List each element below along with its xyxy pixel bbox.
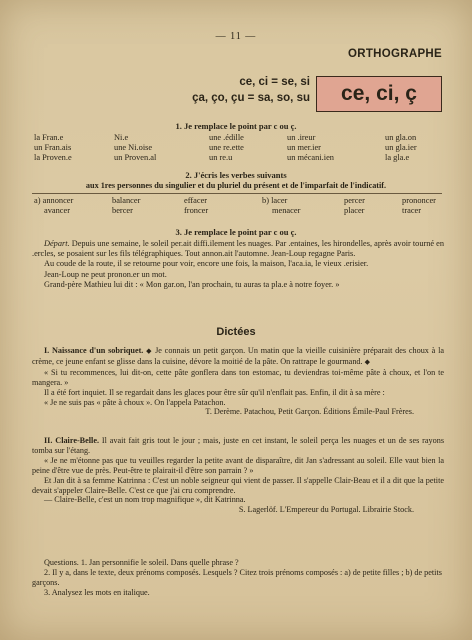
ex2-verb: avancer	[44, 206, 71, 215]
ex1-word: la gla.e	[385, 153, 410, 162]
ex1-word: une .édille	[209, 133, 244, 142]
diamond-icon: ◆	[364, 357, 370, 366]
ex2-verb: prononcer	[402, 196, 436, 205]
dictee-1-p4: « Je ne suis pas « pâte à choux ». On l'appela Patachon.	[44, 397, 226, 407]
exercise-1-title: 1. Je remplace le point par c ou ç.	[175, 121, 297, 131]
ex1-word: la Proven.e	[34, 153, 72, 162]
dictee-1-p1: Je connais un petit garçon. Un matin que la vieille cuisinière préparait des choux à la crème, ce jeune enfant se glisse dans la cuisine, dévore la moitié de la pâte. On rattrape le gourmand.	[32, 346, 445, 366]
ex2-verb: a) annoncer	[34, 196, 74, 205]
ex2-verb: placer	[344, 206, 365, 215]
dictee-2-attribution: S. Lagerlöf. L'Empereur du Portugal. Librairie Stock.	[238, 505, 414, 515]
ex1-word: la Fran.e	[34, 133, 64, 142]
dictee-2-p4: — Claire-Belle, c'est un nom trop magnifique », dit Katrinna.	[44, 495, 246, 505]
exercise-2-grid	[34, 196, 452, 216]
page-number: — 11 —	[215, 31, 257, 42]
exercise-2-subtitle: aux 1res personnes du singulier et du pluriel du présent et de l'imparfait de l'indicatif.	[85, 181, 387, 190]
ex2-verb: froncer	[184, 206, 209, 215]
exercise-3-text	[32, 239, 444, 290]
ex3-label: Départ.	[44, 239, 70, 248]
dictee-1-attribution: T. Derème. Patachou, Petit Garçon. Éditions Émile-Paul Frères.	[205, 407, 414, 417]
ex3-text-3: Jean-Loup ne peut pronon.er un mot.	[44, 269, 167, 279]
ex1-word: un Fran.ais	[34, 143, 72, 152]
ex2-verb: b) lacer	[262, 196, 288, 205]
dictee-2-p1: Il avait fait gris tout le jour ; mais, juste en cet instant, le soleil perça les nuages et un de ses rayons tomba sur l'étang.	[32, 436, 445, 455]
question-1: Questions. 1. Jan personnifie le soleil. Dans quelle phrase ?	[44, 558, 239, 567]
rule-line-1: ce, ci = se, si	[239, 76, 310, 88]
ex2-verb: bercer	[112, 206, 133, 215]
ex1-word: un mer.ier	[287, 143, 321, 152]
diamond-icon: ◆	[146, 347, 153, 355]
dictee-1-p3: Il a été fort inquiet. Il se regardait dans les glaces pour être sûr qu'il n'enflait pas. Enfin, il dit à sa mère :	[44, 387, 385, 397]
ex1-word: un .ireur	[287, 133, 316, 142]
ex2-verb: balancer	[112, 196, 141, 205]
dictee-2-p2: « Je ne m'étonne pas que tu veuilles regarder la petite avant de disparaître, dit Jan s'adressant au soleil. Elle vaut bien la peine d'être vue de près. Peut-être te plairait-il d'être son parrain ? »	[32, 455, 444, 475]
ex1-word: une re.ette	[209, 143, 244, 152]
ex1-word: une Ni.oise	[114, 143, 153, 152]
ex2-verb: percer	[344, 196, 365, 205]
ex1-word: Ni.e	[114, 133, 129, 142]
question-2: 2. Il y a, dans le texte, deux prénoms composés. Lesquels ? Citez trois prénoms composés : a) de petite filles ; b) de petits garçons.	[32, 568, 442, 587]
questions	[32, 558, 444, 598]
exercise-3-title: 3. Je remplace le point par c ou ç.	[175, 227, 297, 237]
ex1-word: un gla.ier	[385, 143, 417, 152]
ex2-verb: menacer	[272, 206, 301, 215]
section-heading: ORTHOGRAPHE	[347, 48, 442, 60]
dictee-2	[32, 436, 444, 515]
ex3-text-1: Depuis une semaine, le soleil per.ait diffi.ilement les nuages. Par .entaines, les hirondelles, après avoir tourné en .ercles, se posaient sur les fils télégraphiques. Tout annon.ait l'automne. Jean-Loup regagne Paris.	[32, 239, 445, 259]
exercise-1-grid	[34, 133, 455, 163]
spelling-rule	[170, 74, 310, 106]
dictee-2-title: II. Claire-Belle.	[44, 436, 100, 445]
ex2-verb: tracer	[402, 206, 422, 215]
question-3: 3. Analysez les mots en italique.	[44, 588, 150, 597]
dictee-1	[32, 346, 444, 417]
dictee-2-p3: Et Jan dit à sa femme Katrinna : C'est un noble seigneur qui vient de passer. Il s'appelle Clair-Beau et il a dit que la petite devait s'appeler Claire-Belle. C'est ce que j'ai cru comprendre.	[32, 475, 444, 495]
dictees-heading: Dictées	[216, 326, 256, 338]
rule-line-2: ça, ço, çu = sa, so, su	[192, 92, 310, 104]
ex1-word: un mécani.ien	[287, 153, 334, 162]
ex1-word: un gla.on	[385, 133, 417, 142]
ex3-text-2: Au coude de la route, il se retourne pour voir, encore une fois, la maison, l'aca.ia, le vieux .erisier.	[44, 259, 369, 269]
divider	[32, 193, 442, 194]
ex1-word: un Proven.al	[114, 153, 157, 162]
dictee-1-p2: « Si tu recommences, lui dit-on, cette pâte gonflera dans ton estomac, tu deviendras toi-même pâte à choux, et l'on te mangera. »	[32, 367, 444, 387]
dictee-1-title: I. Naissance d'un sobriquet.	[44, 346, 144, 355]
exercise-2-title: 2. J'écris les verbes suivants	[185, 170, 287, 180]
ex2-verb: effacer	[184, 196, 208, 205]
rule-box: ce, ci, ç	[316, 76, 442, 112]
ex3-text-4: Grand-père Mathieu lui dit : « Mon gar.on, l'an prochain, tu auras ta pla.e à notre foyer. »	[44, 279, 340, 289]
ex1-word: un re.u	[209, 153, 233, 162]
